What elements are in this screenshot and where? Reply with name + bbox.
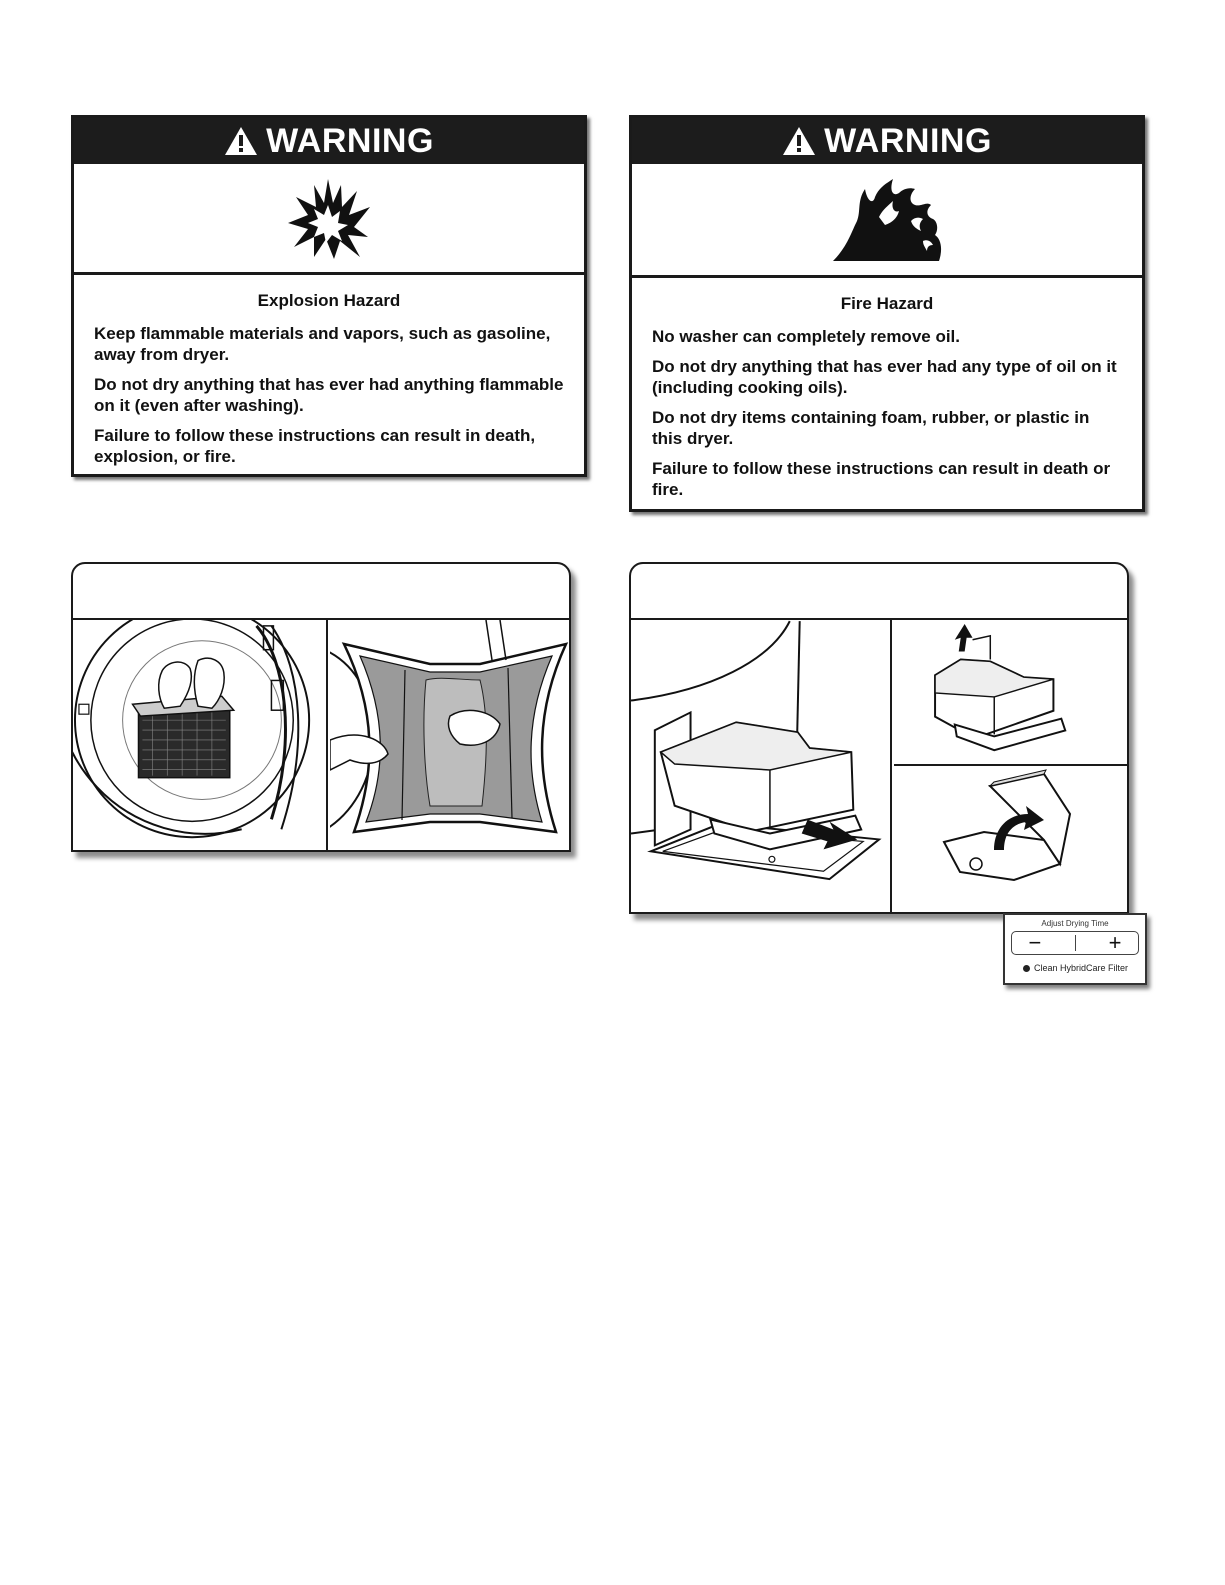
dryer-door-illustration: [73, 620, 326, 852]
remove-lint-filter-illustration: [73, 620, 328, 852]
filter-open-illustration: [894, 768, 1129, 914]
clean-filter-indicator-label: Clean HybridCare Filter: [1034, 963, 1129, 973]
indicator-light-icon: [1023, 965, 1030, 972]
hazard-symbol-area: [74, 164, 584, 275]
panel-header-strip: [631, 564, 1127, 620]
lint-filter-illustration-panel: [71, 562, 571, 852]
hazard-title: Explosion Hazard: [257, 291, 401, 310]
hazard-instruction: Do not dry anything that has ever had anything flammable on it (even after washing).: [94, 375, 564, 415]
warning-header-text: WARNING: [824, 121, 992, 160]
adjust-drying-time-buttons: [1011, 931, 1139, 955]
hazard-instruction: Failure to follow these instructions can result in death or fire.: [652, 459, 1111, 499]
remove-hybridcare-filter-illustration: [631, 620, 892, 914]
hazard-instruction: Do not dry items containing foam, rubber, or plastic in this dryer.: [652, 408, 1090, 448]
lift-filter-lid-illustration: [894, 620, 1129, 766]
fire-icon: [827, 177, 947, 265]
hazard-instruction: Failure to follow these instructions can result in death, explosion, or fire.: [94, 426, 536, 466]
hybridcare-filter-illustration-panel: [629, 562, 1129, 914]
clean-filter-indicator: [1023, 963, 1145, 973]
explosion-icon: [284, 177, 374, 261]
filter-lift-illustration: [894, 620, 1129, 764]
increase-time-button[interactable]: +: [1108, 930, 1122, 955]
hazard-symbol-area: [632, 164, 1142, 278]
fire-warning-box: [629, 115, 1145, 512]
hazard-title: Fire Hazard: [840, 294, 934, 313]
warning-header-text: WARNING: [266, 121, 434, 160]
hazard-instruction: Do not dry anything that has ever had any type of oil on it (including cooking oils).: [652, 357, 1117, 397]
button-divider: [1075, 935, 1076, 951]
explosion-warning-box: [71, 115, 587, 477]
panel-header-strip: [73, 564, 569, 620]
warning-header: [632, 118, 1142, 164]
adjust-drying-time-label: Adjust Drying Time: [1041, 919, 1109, 928]
open-filter-lid-illustration: [894, 768, 1129, 914]
warning-triangle-icon: [224, 126, 258, 156]
hazard-instruction: No washer can completely remove oil.: [652, 327, 961, 346]
decrease-time-button[interactable]: −: [1028, 930, 1042, 955]
warning-triangle-icon: [782, 126, 816, 156]
warning-header: [74, 118, 584, 164]
pull-out-filter-drawer-illustration: [631, 620, 890, 914]
clean-lint-filter-illustration: [330, 620, 571, 852]
hazard-instruction: Keep flammable materials and vapors, such as gasoline, away from dryer.: [94, 324, 551, 364]
open-lint-filter-illustration: [330, 620, 571, 852]
control-panel-inset: [1003, 913, 1147, 985]
